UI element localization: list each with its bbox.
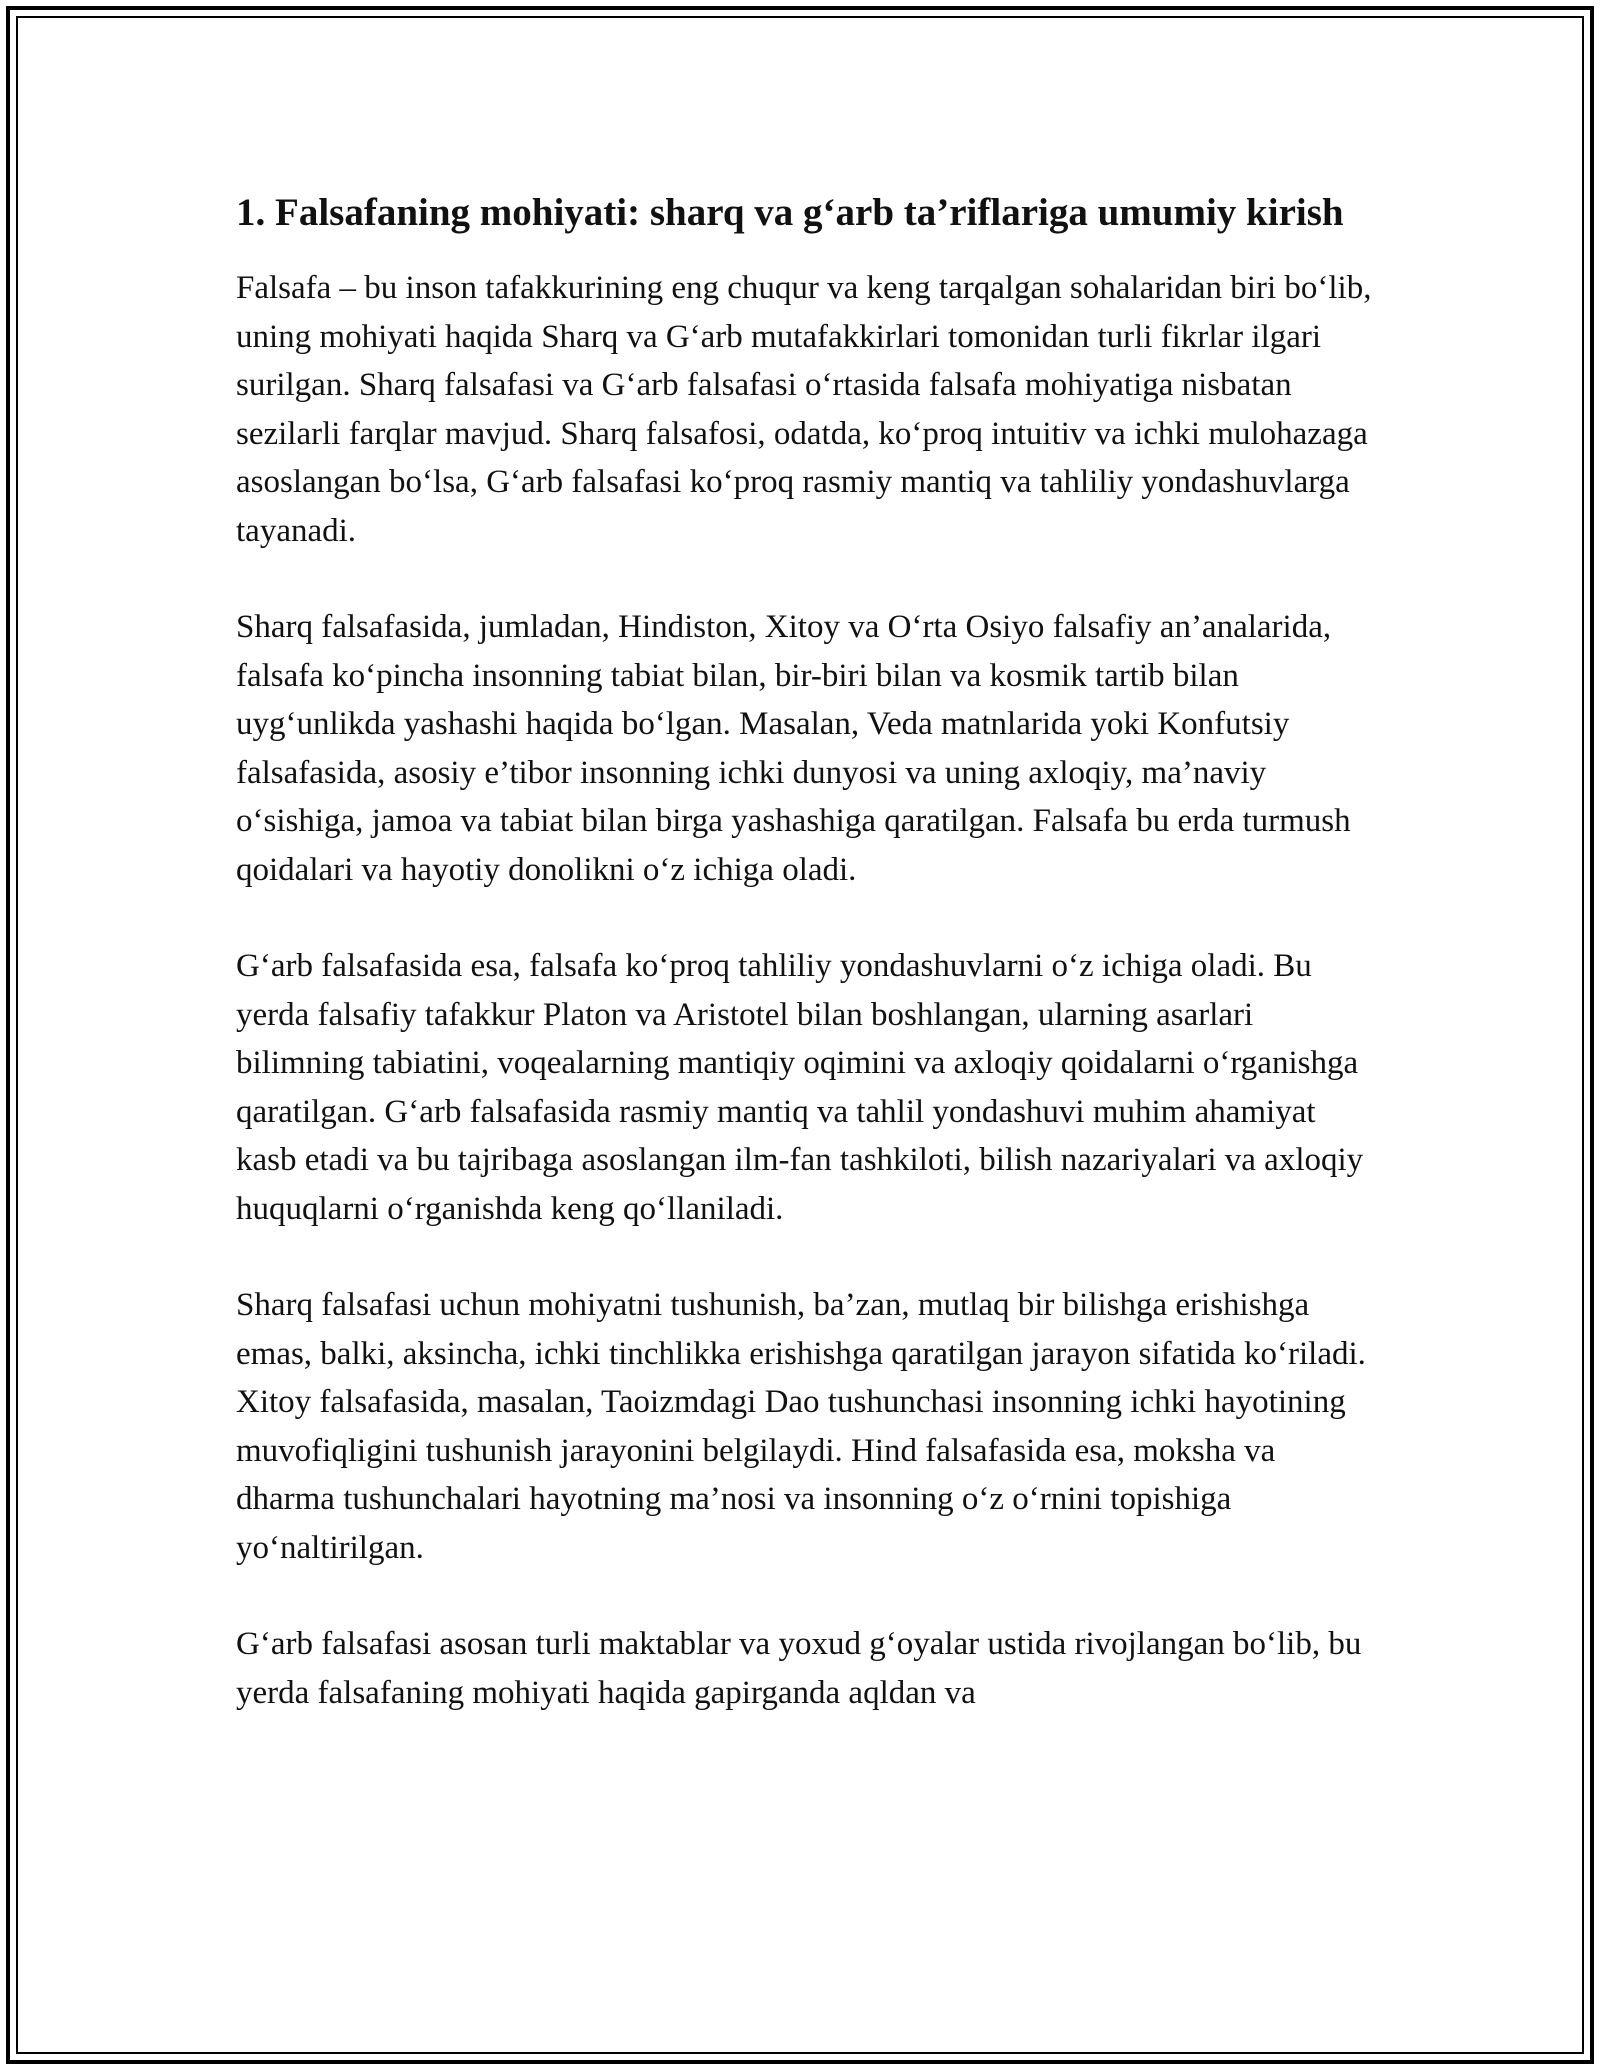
section-title: 1. Falsafaning mohiyati: sharq va g‘arb ta’riflariga umumiy kirish xyxy=(236,191,1344,234)
paragraph-2: Sharq falsafasida, jumladan, Hindiston, Xitoy va O‘rta Osiyo falsafiy an’analarida, falsafa ko‘pincha insonning tabiat bilan, bir-biri bilan va kosmik tartib bilan uyg‘unlikda yashashi haqida bo‘lgan. Masalan, Veda matnlarida yoki Konfutsiy falsafasida, asosiy e’tibor insonning ichki dunyosi va uning axloqiy, ma’naviy o‘sishiga, jamoa va tabiat bilan birga yashashiga qaratilgan. Falsafa bu erda turmush qoidalari va hayotiy donolikni o‘z ichiga oladi. xyxy=(236,609,1351,888)
paragraph-4: Sharq falsafasi uchun mohiyatni tushunish, ba’zan, mutlaq bir bilishga erishishga emas, balki, aksincha, ichki tinchlikka erishishga qaratilgan jarayon sifatida ko‘riladi. Xitoy falsafasida, masalan, Taoizmdagi Dao tushunchasi insonning ichki hayotining muvofiqligini tushunish jarayonini belgilaydi. Hind falsafasida esa, moksha va dharma tushunchalari hayotning ma’nosi va insonning o‘z o‘rnini topishiga yo‘naltirilgan. xyxy=(236,1287,1366,1566)
paragraph-1: Falsafa – bu inson tafakkurining eng chuqur va keng tarqalgan sohalaridan biri bo‘lib, uning mohiyati haqida Sharq va G‘arb mutafakkirlari tomonidan turli fikrlar ilgari surilgan. Sharq falsafasi va G‘arb falsafasi o‘rtasida falsafa mohiyatiga nisbatan sezilarli farqlar mavjud. Sharq falsafosi, odatda, ko‘proq intuitiv va ichki mulohazaga asoslangan bo‘lsa, G‘arb falsafasi ko‘proq rasmiy mantiq va tahliliy yondashuvlarga tayanadi. xyxy=(236,270,1372,549)
paragraph-3: G‘arb falsafasida esa, falsafa ko‘proq tahliliy yondashuvlarni o‘z ichiga oladi. Bu yerda falsafiy tafakkur Platon va Aristotel bilan boshlangan, ularning asarlari bilimning tabiatini, voqealarning mantiqiy oqimini va axloqiy qoidalarni o‘rganishga qaratilgan. G‘arb falsafasida rasmiy mantiq va tahlil yondashuvi muhim ahamiyat kasb etadi va bu tajribaga asoslangan ilm-fan tashkiloti, bilish nazariyalari va axloqiy huquqlarni o‘rganishda keng qo‘llaniladi. xyxy=(236,948,1364,1227)
paragraph-5: G‘arb falsafasi asosan turli maktablar va yoxud g‘oyalar ustida rivojlangan bo‘lib, bu yerda falsafaning mohiyati haqida gapirganda aqldan va xyxy=(236,1626,1362,1711)
document-body xyxy=(236,186,1376,1765)
